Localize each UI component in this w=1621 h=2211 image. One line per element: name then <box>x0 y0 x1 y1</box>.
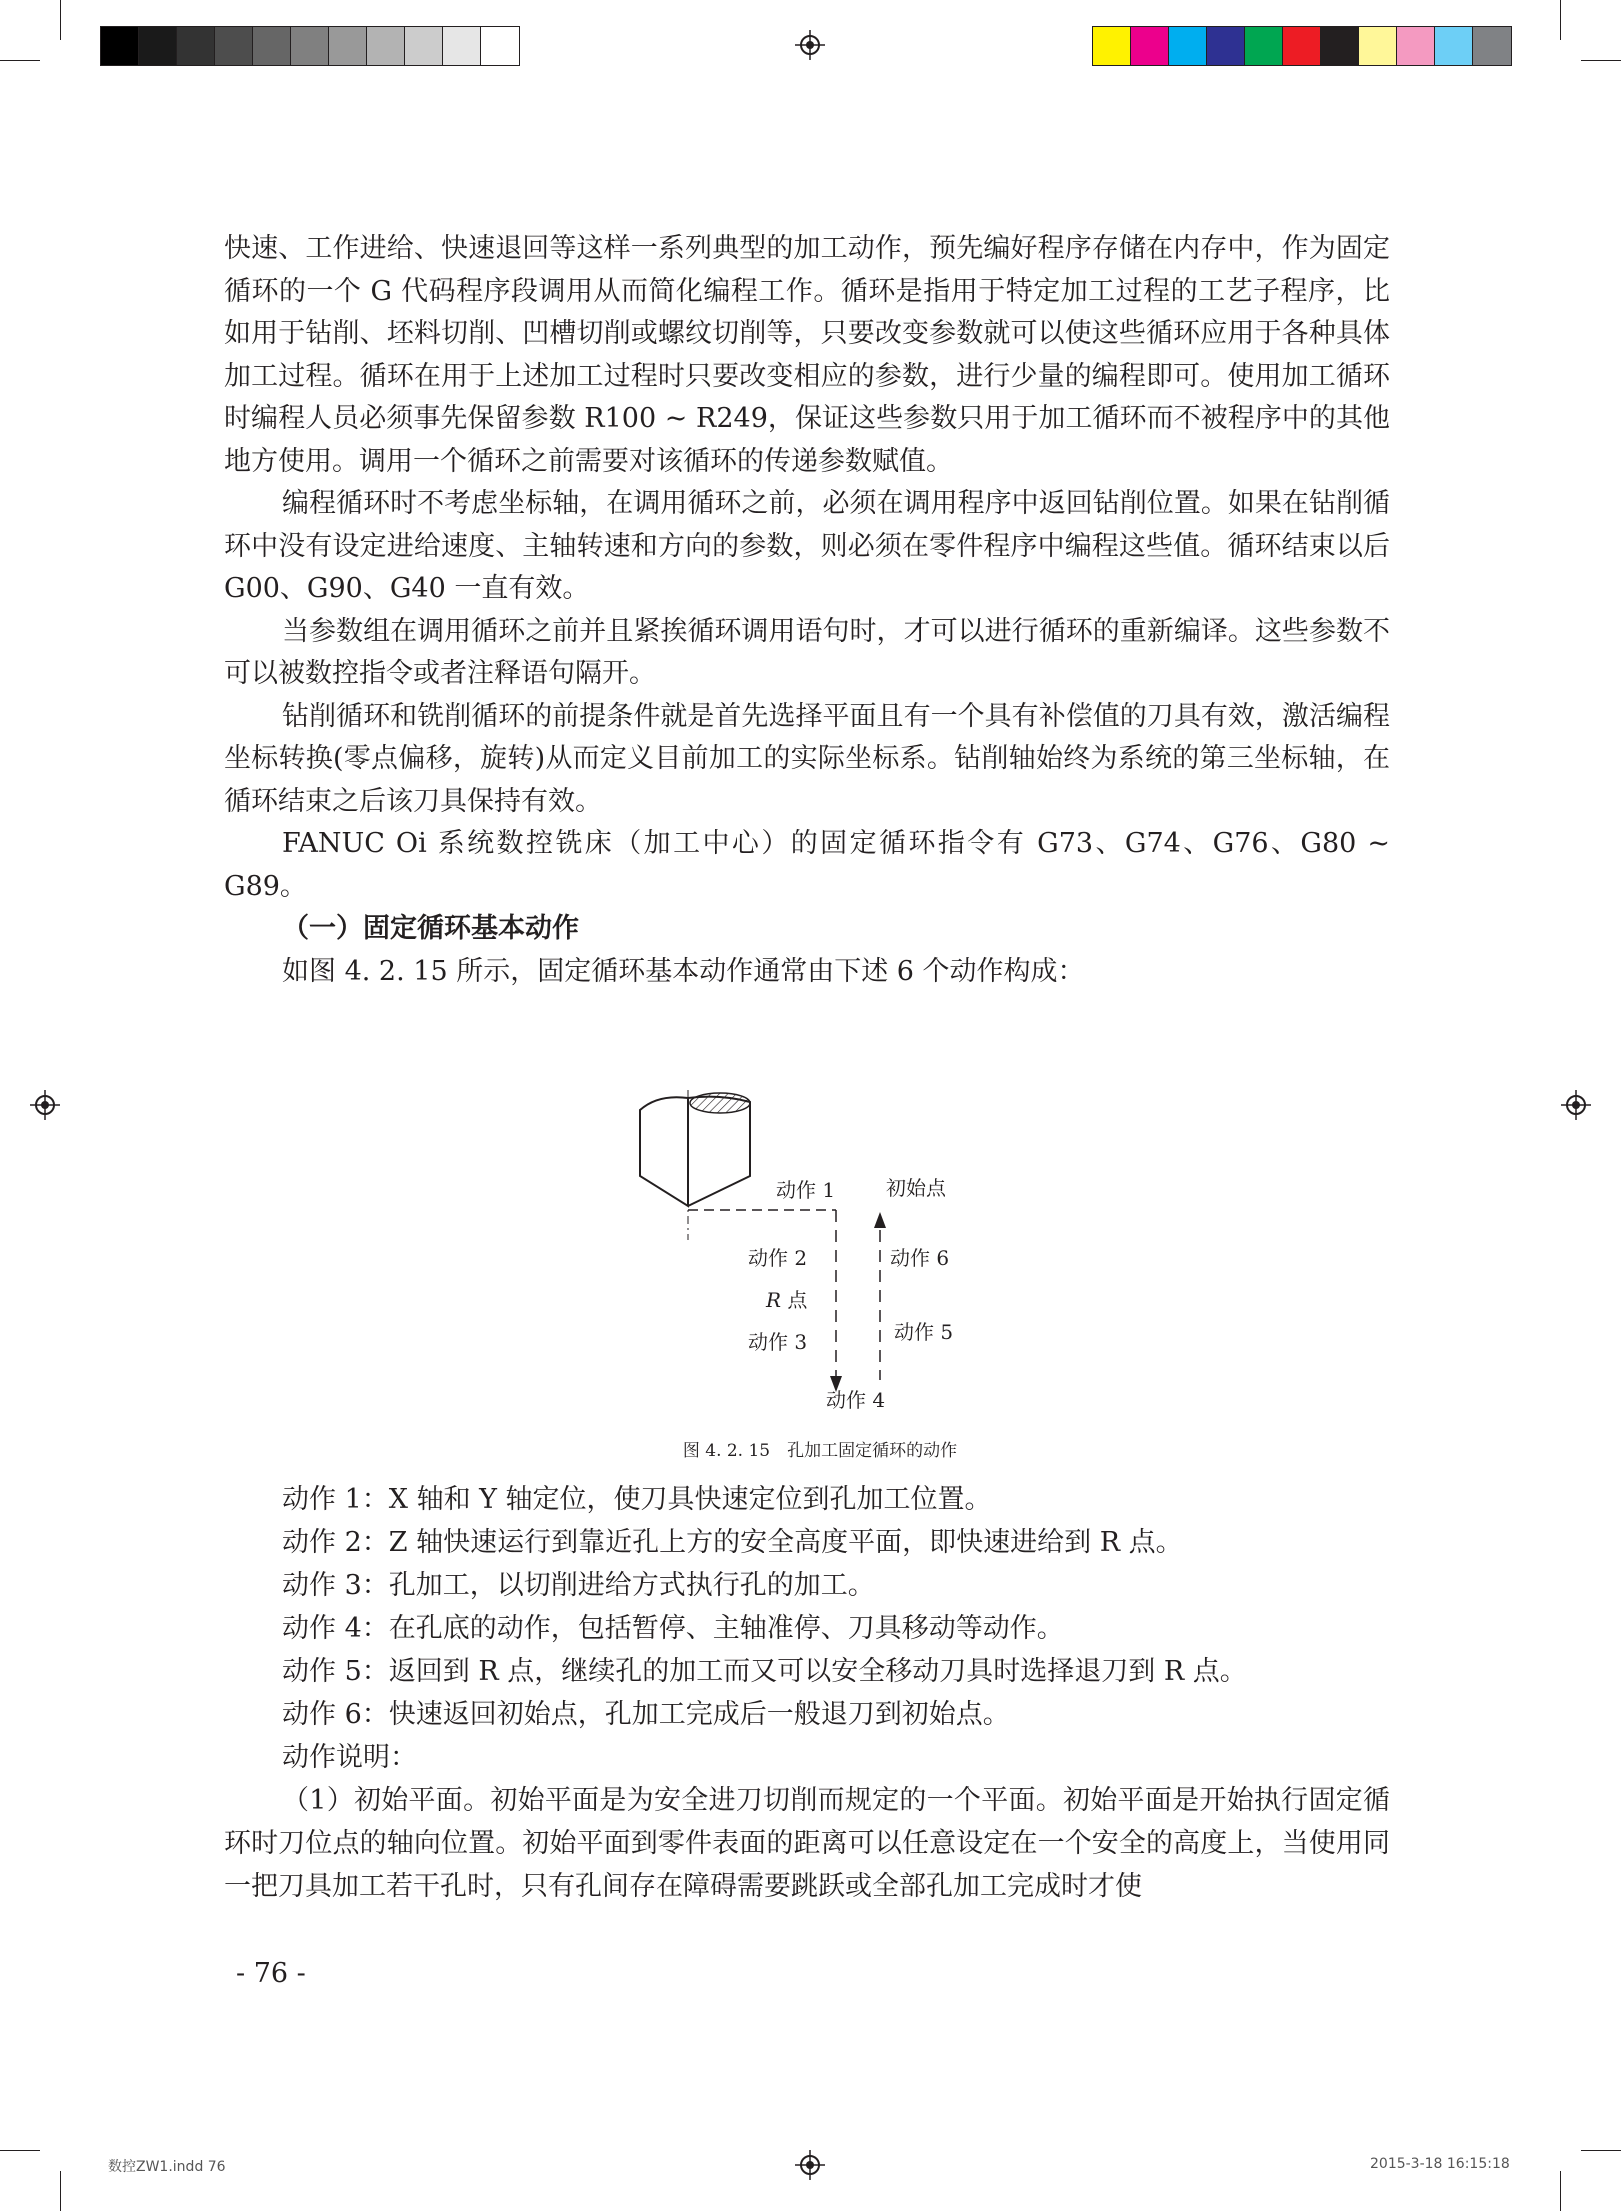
label-action-4: 动作 4 <box>826 1388 886 1412</box>
label-action-6: 动作 6 <box>890 1246 950 1270</box>
canned-cycle-diagram <box>580 1080 1040 1440</box>
action-description: 在孔底的动作，包括暂停、主轴准停、刀具移动等动作。 <box>388 1613 1064 1644</box>
action-item <box>224 1564 1390 1607</box>
paragraph: 编程循环时不考虑坐标轴，在调用循环之前，必须在调用程序中返回钻削位置。如果在钻削循环中没有设定进给速度、主轴转速和方向的参数，则必须在零件程序中编程这些值。循环结束以后 G00、G90、G40 一直有效。 <box>224 488 1390 604</box>
crop-mark <box>0 60 40 61</box>
process-color-bar <box>1092 26 1512 66</box>
label-initial-point: 初始点 <box>886 1176 946 1200</box>
color-swatch <box>1321 27 1359 65</box>
crop-mark <box>60 2171 61 2211</box>
color-swatch <box>1397 27 1435 65</box>
paragraph: 当参数组在调用循环之前并且紧挨循环调用语句时，才可以进行循环的重新编译。这些参数不可以被数控指令或者注释语句隔开。 <box>224 615 1390 689</box>
action-description: 返回到 R 点，继续孔的加工而又可以安全移动刀具时选择退刀到 R 点。 <box>388 1656 1247 1687</box>
action-prefix: 动作 2： <box>282 1527 389 1558</box>
color-swatch <box>291 27 329 65</box>
color-swatch <box>101 27 139 65</box>
color-swatch <box>215 27 253 65</box>
grayscale-color-bar <box>100 26 520 66</box>
action-prefix: 动作 6： <box>282 1699 389 1730</box>
label-action-3: 动作 3 <box>748 1330 808 1354</box>
figure-caption: 图 4. 2. 15 孔加工固定循环的动作 <box>682 1441 958 1461</box>
paragraph: 快速、工作进给、快速退回等这样一系列典型的加工动作，预先编好程序存储在内存中，作为固定循环的一个 G 代码程序段调用从而简化编程工作。循环是指用于特定加工过程的工艺子程序，比如用于钻削、坯料切削、凹槽切削或螺纹切削等，只要改变参数就可以使这些循环应用于各种具体加工过程。循环在用于上述加工过程时只要改变相应的参数，进行少量的编程即可。使用加工循环时编程人员必须事先保留参数 R100 ~ R249，保证这些参数只用于加工循环而不被程序中的其他地方使用。调用一个循环之前需要对该循环的传递参数赋值。 <box>224 233 1390 477</box>
color-swatch <box>481 27 519 65</box>
explanation-paragraph: （1）初始平面。初始平面是为安全进刀切削而规定的一个平面。初始平面是开始执行固定循环时刀位点的轴向位置。初始平面到零件表面的距离可以任意设定在一个安全的高度上，当使用同一把刀具加工若干孔时，只有孔间存在障碍需要跳跃或全部孔加工完成时才使 <box>224 1785 1390 1902</box>
color-swatch <box>1473 27 1511 65</box>
explanation-heading: 动作说明： <box>282 1742 417 1773</box>
color-swatch <box>1359 27 1397 65</box>
color-swatch <box>329 27 367 65</box>
actions-list <box>224 1478 1390 1908</box>
action-description: X 轴和 Y 轴定位，使刀具快速定位到孔加工位置。 <box>388 1484 992 1515</box>
crop-mark <box>0 2150 40 2151</box>
crop-mark <box>1560 0 1561 40</box>
registration-mark-icon <box>1561 1090 1591 1120</box>
action-description: Z 轴快速运行到靠近孔上方的安全高度平面，即快速进给到 R 点。 <box>388 1527 1183 1558</box>
color-swatch <box>1131 27 1169 65</box>
section-heading: （一）固定循环基本动作 <box>282 913 579 944</box>
action-description: 孔加工，以切削进给方式执行孔的加工。 <box>388 1570 875 1601</box>
slug-file-name: 数控ZW1.indd 76 <box>108 2159 226 2175</box>
tool-shape <box>640 1090 750 1240</box>
color-swatch <box>405 27 443 65</box>
r-point-letter: R <box>766 1288 782 1312</box>
action-prefix: 动作 5： <box>282 1656 389 1687</box>
color-swatch <box>1169 27 1207 65</box>
action-item <box>224 1478 1390 1521</box>
action-item <box>224 1521 1390 1564</box>
page-number: - 76 - <box>236 1958 306 1989</box>
action-prefix: 动作 3： <box>282 1570 389 1601</box>
crop-mark <box>60 0 61 40</box>
crop-mark <box>1560 2171 1561 2211</box>
color-swatch <box>139 27 177 65</box>
registration-mark-icon <box>795 30 825 60</box>
color-swatch <box>1435 27 1473 65</box>
r-point-text: 点 <box>781 1288 808 1312</box>
action-prefix: 动作 4： <box>282 1613 389 1644</box>
slug-timestamp: 2015-3-18 16:15:18 <box>1370 2156 1510 2172</box>
color-swatch <box>1093 27 1131 65</box>
crop-mark <box>1581 2150 1621 2151</box>
label-action-5: 动作 5 <box>894 1320 954 1344</box>
color-swatch <box>367 27 405 65</box>
label-action-1: 动作 1 <box>776 1178 836 1202</box>
canned-cycle-figure <box>580 1080 1040 1440</box>
action-item <box>224 1693 1390 1736</box>
color-swatch <box>1207 27 1245 65</box>
label-action-2: 动作 2 <box>748 1246 808 1270</box>
color-swatch <box>1283 27 1321 65</box>
color-swatch <box>253 27 291 65</box>
action-item <box>224 1607 1390 1650</box>
paragraph: 钻削循环和铣削循环的前提条件就是首先选择平面且有一个具有补偿值的刀具有效，激活编程坐标转换(零点偏移，旋转)从而定义目前加工的实际坐标系。钻削轴始终为系统的第三坐标轴，在循环结束之后该刀具保持有效。 <box>224 700 1390 817</box>
action-description: 快速返回初始点，孔加工完成后一般退刀到初始点。 <box>388 1699 1010 1730</box>
crop-mark <box>1581 60 1621 61</box>
body-text <box>224 228 1390 993</box>
action-prefix: 动作 1： <box>282 1484 389 1515</box>
color-swatch <box>1245 27 1283 65</box>
color-swatch <box>177 27 215 65</box>
color-swatch <box>443 27 481 65</box>
registration-mark-icon <box>795 2150 825 2180</box>
label-r-point <box>766 1284 807 1313</box>
figure-intro: 如图 4. 2. 15 所示，固定循环基本动作通常由下述 6 个动作构成： <box>282 955 1085 987</box>
registration-mark-icon <box>30 1090 60 1120</box>
paragraph: FANUC Oi 系统数控铣床（加工中心）的固定循环指令有 G73、G74、G76、G80 ~ G89。 <box>224 828 1390 902</box>
action-item <box>224 1650 1390 1693</box>
